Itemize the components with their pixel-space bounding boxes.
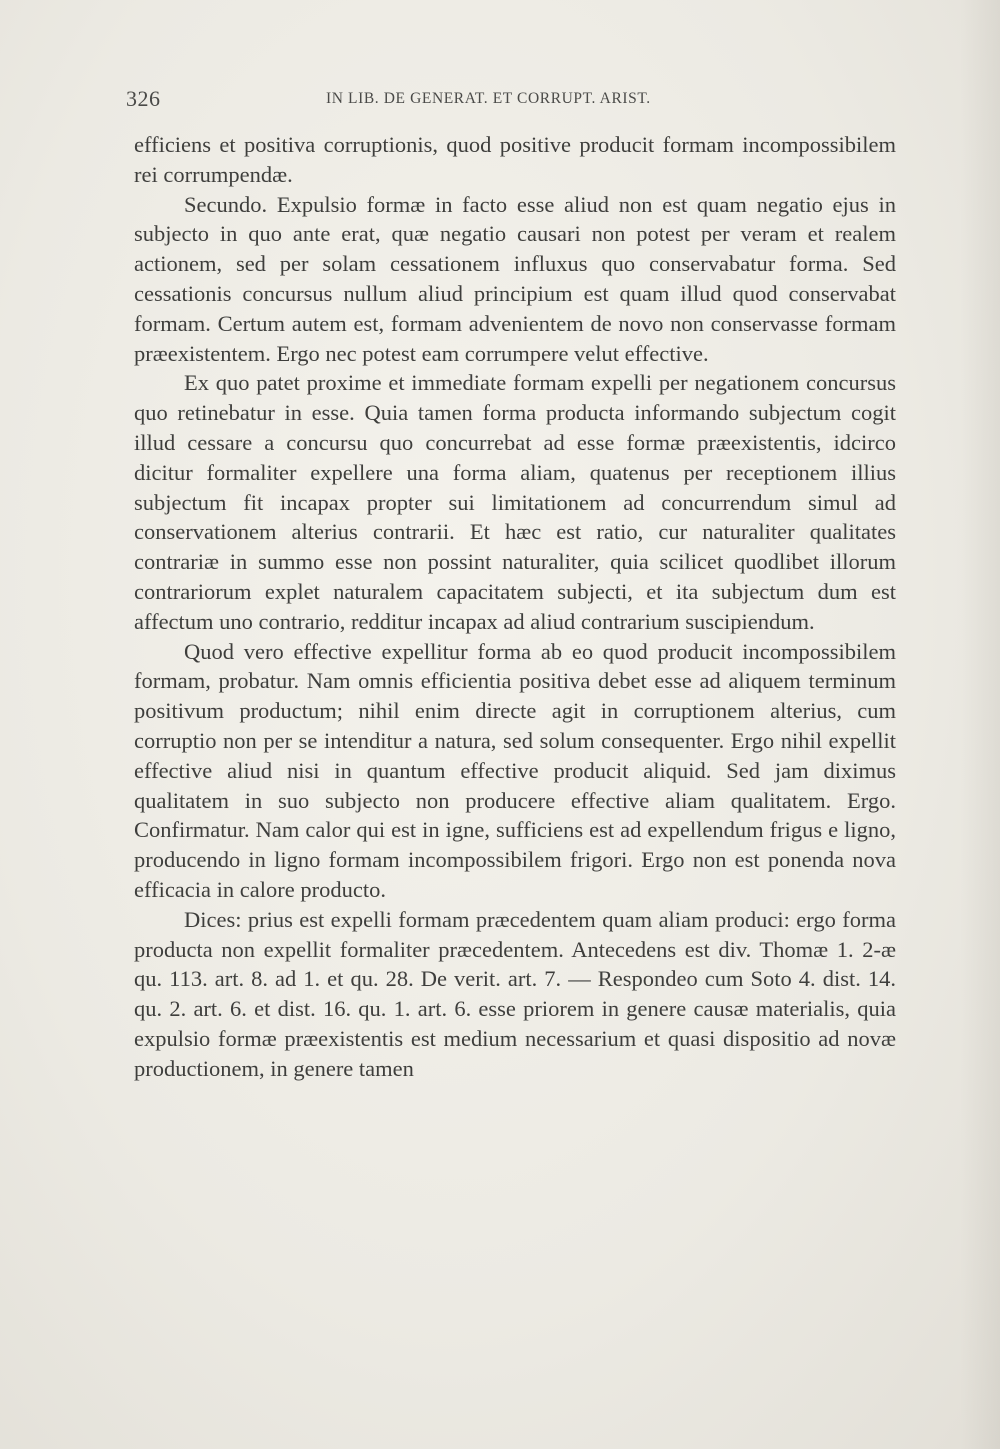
- paragraph-secundo: Secundo. Expulsio formæ in facto esse aliud non est quam negatio ejus in subjecto in quo ante erat, quæ negatio causari non potest per veram et realem actionem, sed per solam cessationem influxus quo conservabatur forma. Sed cessationis concursus nullum aliud principium est quam illud quod conservabat formam. Certum autem est, formam advenientem de novo non conservasse formam præexistentem. Ergo nec potest eam corrumpere velut effective.: [134, 191, 896, 366]
- page-number: 326: [126, 86, 161, 111]
- paragraph-dices: Dices: prius est expelli formam præcedentem quam aliam produci: ergo forma producta non expellit formaliter præcedentem. Antecedens est div. Thomæ 1. 2-æ qu. 113. art. 8. ad 1. et qu. 28. De verit. art. 7. — Respondeo cum Soto 4. dist. 14. qu. 2. art. 6. et dist. 16. qu. 1. art. 6. esse priorem in genere causæ materialis, quia expulsio formæ præexistentis est medium necessarium et quasi dispositio ad novæ productionem, in genere tamen: [134, 906, 896, 1081]
- page-shadow: [960, 0, 1000, 1449]
- paragraph-ex-quo: Ex quo patet proxime et immediate formam expelli per negationem concursus quo retinebatur in esse. Quia tamen forma producta informando subjectum cogit illud cessare a concursu quo concurrebat ad esse formæ præexistentis, idcirco dicitur formaliter expellere una forma aliam, quatenus per receptionem illius subjectum fit incapax propter sui limitationem ad concurrendum simul ad conservationem alterius contrarii. Et hæc est ratio, cur naturaliter qualitates contrariæ in summo esse non possint naturaliter, quia scilicet quodlibet illorum contrariorum explet naturalem capacitatem subjecti, et ita subjectum dum est affectum uno contrario, redditur incapax ad aliud contrarium suscipiendum.: [134, 370, 896, 634]
- page-header: [126, 86, 886, 116]
- paragraph-continuation: efficiens et positiva corruptionis, quod positive producit formam incompossibilem rei corrumpendæ.: [134, 132, 896, 187]
- paragraph-quod-vero: Quod vero effective expellitur forma ab eo quod producit incompossibilem formam, probatur. Nam omnis efficientia positiva debet esse ad aliquem terminum positivum productum; nihil enim directe agit in corruptionem alterius, cum corruptio non per se intenditur a natura, sed solum consequenter. Ergo nihil expellit effective aliud nisi in quantum effective producit aliquid. Sed jam diximus qualitatem in suo subjecto non producere effective aliam qualitatem. Ergo. Confirmatur. Nam calor qui est in igne, sufficiens est ad expellendum frigus e ligno, producendo in ligno formam incompossibilem frigori. Ergo non est ponenda nova efficacia in calore producto.: [134, 638, 896, 902]
- running-head: IN LIB. DE GENERAT. ET CORRUPT. ARIST.: [326, 90, 651, 107]
- body-text: [134, 130, 896, 1084]
